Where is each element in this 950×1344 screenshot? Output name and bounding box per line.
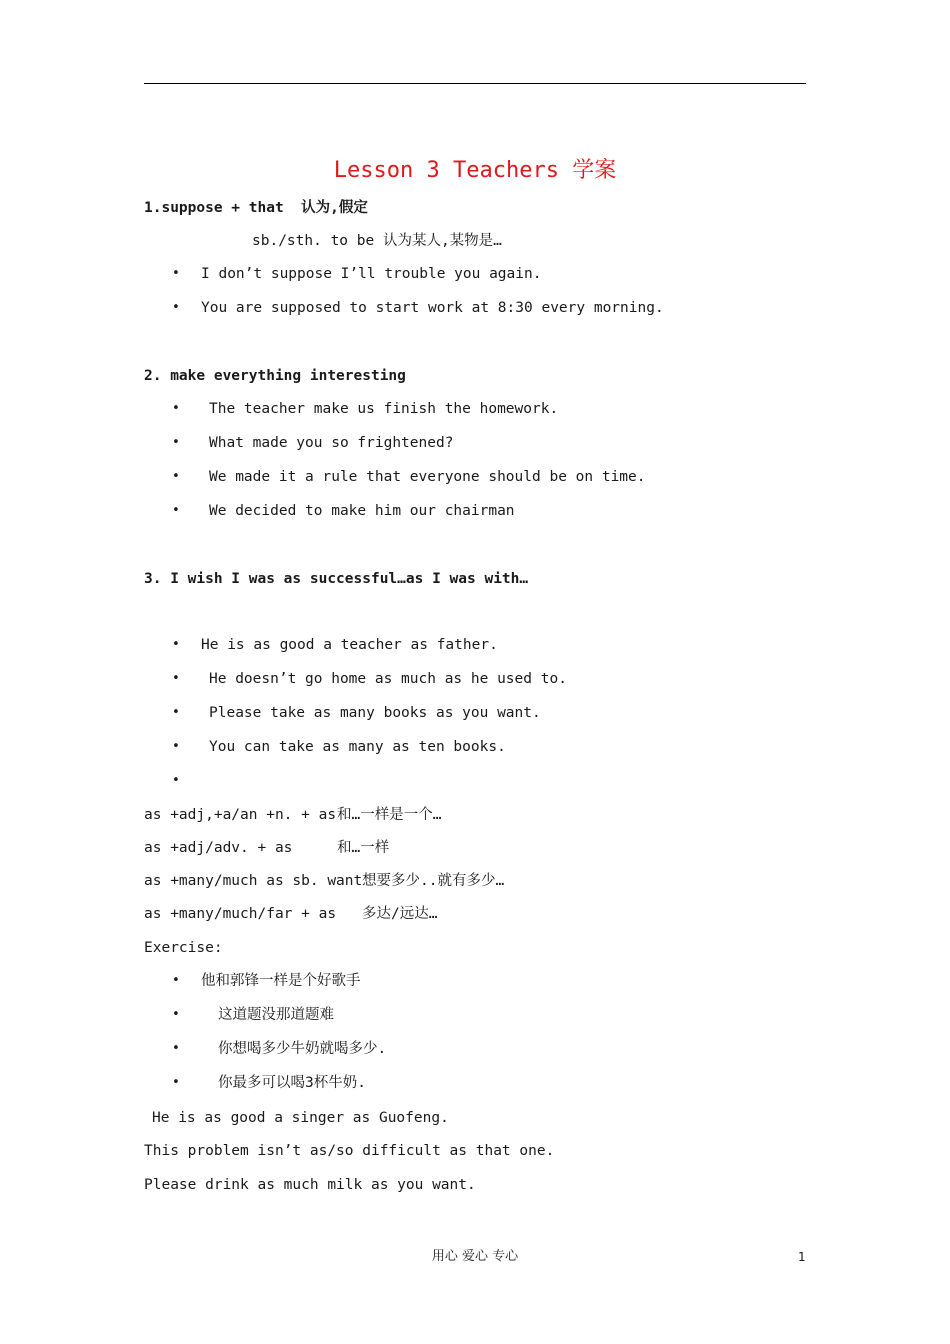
list-item: What made you so frightened? — [209, 435, 454, 451]
exercise-label: Exercise: — [144, 940, 223, 956]
pattern-form: as +many/much/far + as — [144, 906, 337, 922]
bullet-icon: • — [172, 973, 180, 988]
bullet-icon: • — [172, 401, 180, 416]
list-item: You can take as many as ten books. — [209, 739, 506, 755]
exercise-answer: This problem isn’t as/so difficult as that one. — [144, 1143, 555, 1159]
list-item: He is as good a teacher as father. — [201, 637, 498, 653]
pattern-meaning: 想要多少..就有多少… — [362, 873, 505, 889]
bullet-icon: • — [172, 705, 180, 720]
bullet-icon: • — [172, 1041, 180, 1056]
bullet-icon: • — [172, 469, 180, 484]
section-2-heading: 2. make everything interesting — [144, 368, 406, 384]
header-rule — [144, 83, 806, 84]
list-item: He doesn’t go home as much as he used to. — [209, 671, 567, 687]
exercise-answer: Please drink as much milk as you want. — [144, 1177, 476, 1193]
section-3-heading: 3. I wish I was as successful…as I was with… — [144, 571, 529, 587]
list-item: We decided to make him our chairman — [209, 503, 515, 519]
bullet-icon: • — [172, 435, 180, 450]
pattern-form: as +adj/adv. + as — [144, 840, 293, 856]
bullet-icon: • — [172, 266, 180, 281]
page-title: Lesson 3 Teachers 学案 — [333, 158, 617, 183]
list-item: I don’t suppose I’ll trouble you again. — [201, 266, 542, 282]
exercise-item: 你最多可以喝3杯牛奶. — [218, 1075, 366, 1091]
bullet-icon: • — [172, 637, 180, 652]
pattern-meaning: 多达/远达… — [362, 906, 438, 922]
bullet-icon: • — [172, 1075, 180, 1090]
pattern-meaning: 和…一样是一个… — [337, 807, 442, 823]
pattern-form: as +adj,+a/an +n. + as — [144, 807, 337, 823]
exercise-item: 你想喝多少牛奶就喝多少. — [218, 1041, 387, 1057]
exercise-item: 这道题没那道题难 — [218, 1007, 334, 1023]
list-item: You are supposed to start work at 8:30 every morning. — [201, 300, 664, 316]
bullet-icon: • — [172, 773, 180, 788]
exercise-item: 他和郭锋一样是个好歌手 — [201, 973, 361, 989]
bullet-icon: • — [172, 503, 180, 518]
list-item: We made it a rule that everyone should be on time. — [209, 469, 646, 485]
footer-motto: 用心 爱心 专心 — [431, 1249, 519, 1264]
bullet-icon: • — [172, 300, 180, 315]
bullet-icon: • — [172, 1007, 180, 1022]
bullet-icon: • — [172, 671, 180, 686]
pattern-form: as +many/much as sb. want — [144, 873, 363, 889]
pattern-meaning: 和…一样 — [337, 840, 390, 856]
list-item: The teacher make us finish the homework. — [209, 401, 559, 417]
page-number: 1 — [798, 1250, 806, 1264]
section-1-subline: sb./sth. to be 认为某人,某物是… — [252, 233, 502, 249]
bullet-icon: • — [172, 739, 180, 754]
exercise-answer: He is as good a singer as Guofeng. — [152, 1110, 449, 1126]
section-1-heading: 1.suppose + that 认为,假定 — [144, 200, 368, 216]
list-item: Please take as many books as you want. — [209, 705, 541, 721]
